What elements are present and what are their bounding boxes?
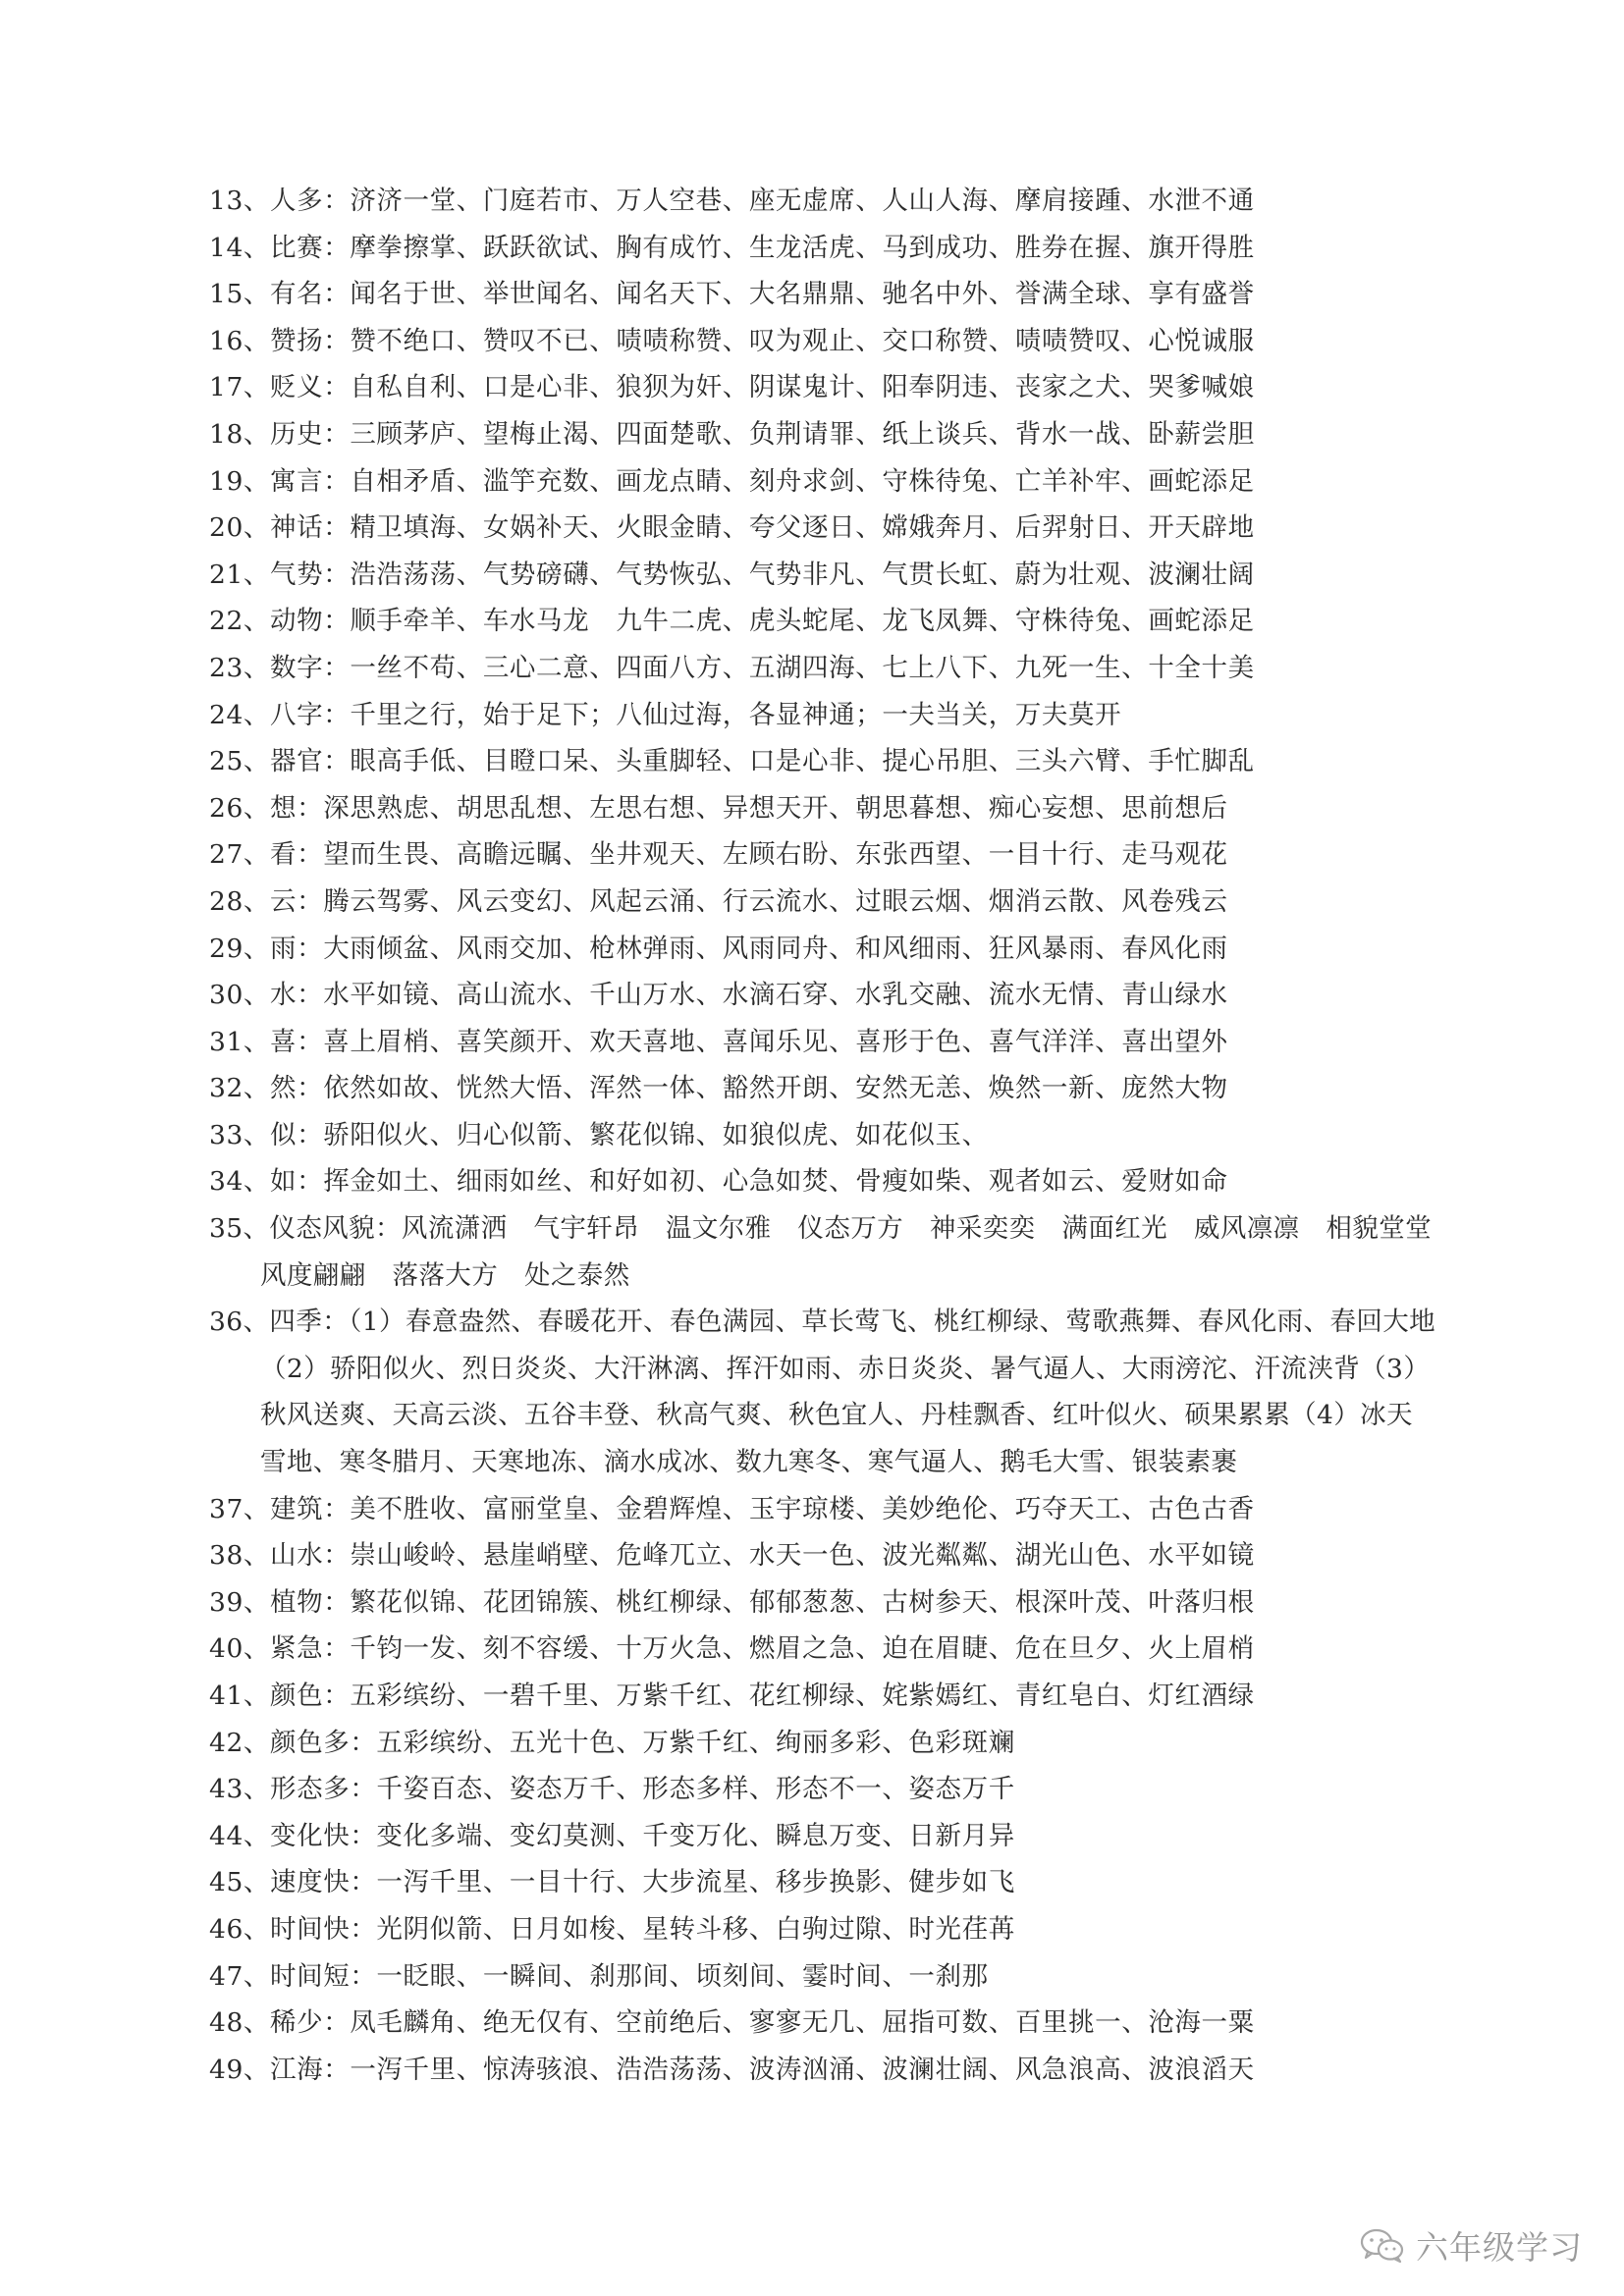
list-item bbox=[209, 225, 1436, 272]
list-item bbox=[209, 1673, 1436, 1720]
idiom-list bbox=[209, 178, 1462, 2093]
item-text: 历史：三顾茅庐、望梅止渴、四面楚歌、负荆请罪、纸上谈兵、背水一战、卧薪尝胆 bbox=[270, 418, 1255, 450]
item-text: 赞扬：赞不绝口、赞叹不已、啧啧称赞、叹为观止、交口称赞、啧啧赞叹、心悦诚服 bbox=[270, 325, 1255, 356]
item-text: 水：水平如镜、高山流水、千山万水、水滴石穿、水乳交融、流水无情、青山绿水 bbox=[270, 980, 1228, 1011]
item-number: 49、 bbox=[209, 2054, 271, 2085]
item-number: 45、 bbox=[209, 1867, 271, 1898]
list-item bbox=[209, 178, 1436, 225]
item-number: 23、 bbox=[209, 652, 271, 683]
item-number: 46、 bbox=[209, 1913, 271, 1945]
item-text: 动物：顺手牵羊、车水马龙 九牛二虎、虎头蛇尾、龙飞凤舞、守株待兔、画蛇添足 bbox=[270, 606, 1255, 637]
list-item bbox=[209, 1019, 1436, 1066]
list-item bbox=[209, 2000, 1436, 2047]
item-text: 速度快：一泻千里、一目十行、大步流星、移步换影、健步如飞 bbox=[270, 1867, 1015, 1898]
item-number: 38、 bbox=[209, 1540, 271, 1572]
item-number: 13、 bbox=[209, 186, 271, 216]
list-item bbox=[209, 692, 1436, 739]
item-number: 35、 bbox=[209, 1213, 270, 1245]
item-number: 43、 bbox=[209, 1774, 271, 1805]
item-number: 42、 bbox=[209, 1727, 271, 1758]
list-item bbox=[209, 1065, 1436, 1112]
item-number: 40、 bbox=[209, 1633, 271, 1665]
item-number: 26、 bbox=[209, 792, 271, 824]
list-item bbox=[209, 1953, 1436, 2001]
list-item bbox=[209, 1532, 1436, 1579]
list-item bbox=[209, 1626, 1436, 1673]
item-text: 山水：崇山峻岭、悬崖峭壁、危峰兀立、水天一色、波光粼粼、湖光山色、水平如镜 bbox=[270, 1540, 1255, 1572]
list-item bbox=[209, 879, 1436, 926]
item-number: 15、 bbox=[209, 279, 271, 310]
item-number: 44、 bbox=[209, 1820, 271, 1851]
item-number: 39、 bbox=[209, 1586, 271, 1618]
list-item bbox=[209, 645, 1436, 692]
item-text: 寓言：自相矛盾、滥竽充数、画龙点睛、刻舟求剑、守株待兔、亡羊补牢、画蛇添足 bbox=[270, 465, 1255, 497]
list-item bbox=[209, 458, 1436, 506]
item-text: 器官：眼高手低、目瞪口呆、头重脚轻、口是心非、提心吊胆、三头六臂、手忙脚乱 bbox=[270, 746, 1255, 777]
item-text: 似：骄阳似火、归心似箭、繁花似锦、如狼似虎、如花似玉、 bbox=[270, 1119, 989, 1150]
item-number: 21、 bbox=[209, 559, 271, 590]
list-item bbox=[209, 738, 1436, 785]
item-number: 17、 bbox=[209, 372, 271, 403]
wechat-icon bbox=[1359, 2226, 1406, 2266]
item-number: 16、 bbox=[209, 325, 271, 356]
list-item bbox=[209, 411, 1436, 458]
item-text: 江海：一泻千里、惊涛骇浪、浩浩荡荡、波涛汹涌、波澜壮阔、风急浪高、波浪滔天 bbox=[270, 2054, 1255, 2085]
list-item bbox=[209, 972, 1436, 1019]
list-item bbox=[209, 552, 1436, 599]
watermark-text: 六年级学习 bbox=[1416, 2228, 1583, 2267]
item-number: 25、 bbox=[209, 746, 271, 777]
list-item bbox=[209, 271, 1436, 318]
list-item bbox=[209, 2047, 1436, 2094]
item-number: 19、 bbox=[209, 465, 271, 497]
item-text: 神话：精卫填海、女娲补天、火眼金睛、夸父逐日、嫦娥奔月、后羿射日、开天辟地 bbox=[270, 512, 1255, 544]
item-text: 形态多：千姿百态、姿态万千、形态多样、形态不一、姿态万千 bbox=[270, 1774, 1015, 1805]
item-text: 时间快：光阴似箭、日月如梭、星转斗移、白驹过隙、时光荏苒 bbox=[270, 1913, 1015, 1945]
item-text: 贬义：自私自利、口是心非、狼狈为奸、阴谋鬼计、阳奉阴违、丧家之犬、哭爹喊娘 bbox=[270, 372, 1255, 403]
item-number: 28、 bbox=[209, 885, 271, 917]
item-number: 20、 bbox=[209, 512, 271, 544]
item-text: 有名：闻名于世、举世闻名、闻名天下、大名鼎鼎、驰名中外、誉满全球、享有盛誉 bbox=[270, 279, 1255, 310]
item-text: 四季：（1）春意盎然、春暖花开、春色满园、草长莺飞、桃红柳绿、莺歌燕舞、春风化雨、春回大地 （2）骄阳似火、烈日炎炎、大汗淋漓、挥汗如雨、赤日炎炎、暑气逼人、大雨滂沱、汗流浃背（3）秋风送爽、天高云淡、五谷丰登、秋高气爽、秋色宜人、丹桂飘香、红叶似火、硕果累累（4）冰天雪地、寒冬腊月、天寒地冻、滴水成冰、数九寒冬、寒气逼人、鹅毛大雪、银装素裹 bbox=[260, 1307, 1462, 1478]
item-number: 48、 bbox=[209, 2007, 271, 2039]
item-text: 喜：喜上眉梢、喜笑颜开、欢天喜地、喜闻乐见、喜形于色、喜气洋洋、喜出望外 bbox=[270, 1026, 1228, 1057]
item-text: 颜色多：五彩缤纷、五光十色、万紫千红、绚丽多彩、色彩斑斓 bbox=[270, 1727, 1015, 1758]
list-item bbox=[209, 364, 1436, 411]
item-text: 稀少：凤毛麟角、绝无仅有、空前绝后、寥寥无几、屈指可数、百里挑一、沧海一粟 bbox=[270, 2007, 1255, 2039]
item-text: 比赛：摩拳擦掌、跃跃欲试、胸有成竹、生龙活虎、马到成功、胜券在握、旗开得胜 bbox=[270, 232, 1255, 263]
list-item bbox=[209, 1720, 1436, 1767]
list-item bbox=[209, 1112, 1436, 1159]
item-number: 47、 bbox=[209, 1960, 271, 1992]
item-number: 34、 bbox=[209, 1166, 271, 1198]
item-number: 31、 bbox=[209, 1026, 271, 1057]
item-text: 想：深思熟虑、胡思乱想、左思右想、异想天开、朝思暮想、痴心妄想、思前想后 bbox=[270, 792, 1228, 824]
list-item bbox=[209, 318, 1436, 365]
list-item bbox=[209, 1299, 1462, 1485]
item-text: 仪态风貌：风流潇洒 气宇轩昂 温文尔雅 仪态万方 神采奕奕 满面红光 威风凛凛 相貌堂堂 风度翩翩 落落大方 处之泰然 bbox=[260, 1213, 1433, 1291]
item-text: 云：腾云驾雾、风云变幻、风起云涌、行云流水、过眼云烟、烟消云散、风卷残云 bbox=[270, 885, 1228, 917]
item-number: 41、 bbox=[209, 1681, 271, 1711]
item-number: 14、 bbox=[209, 232, 271, 263]
item-text: 颜色：五彩缤纷、一碧千里、万紫千红、花红柳绿、姹紫嫣红、青红皂白、灯红酒绿 bbox=[270, 1681, 1255, 1711]
item-text: 变化快：变化多端、变幻莫测、千变万化、瞬息万变、日新月异 bbox=[270, 1820, 1015, 1851]
list-item bbox=[209, 831, 1436, 879]
item-text: 时间短：一眨眼、一瞬间、刹那间、顷刻间、霎时间、一刹那 bbox=[270, 1960, 989, 1992]
item-text: 然：依然如故、恍然大悟、浑然一体、豁然开朗、安然无恙、焕然一新、庞然大物 bbox=[270, 1073, 1228, 1104]
item-text: 气势：浩浩荡荡、气势磅礴、气势恢弘、气势非凡、气贯长虹、蔚为壮观、波澜壮阔 bbox=[270, 559, 1255, 590]
item-number: 29、 bbox=[209, 933, 271, 964]
item-text: 植物：繁花似锦、花团锦簇、桃红柳绿、郁郁葱葱、古树参天、根深叶茂、叶落归根 bbox=[270, 1586, 1255, 1618]
watermark bbox=[1359, 2222, 1583, 2269]
list-item bbox=[209, 1579, 1436, 1627]
item-number: 37、 bbox=[209, 1493, 271, 1524]
item-number: 32、 bbox=[209, 1073, 271, 1104]
list-item bbox=[209, 926, 1436, 973]
item-text: 雨：大雨倾盆、风雨交加、枪林弹雨、风雨同舟、和风细雨、狂风暴雨、春风化雨 bbox=[270, 933, 1228, 964]
item-text: 看：望而生畏、高瞻远瞩、坐井观天、左顾右盼、东张西望、一目十行、走马观花 bbox=[270, 839, 1228, 871]
item-text: 紧急：千钧一发、刻不容缓、十万火急、燃眉之急、迫在眉睫、危在旦夕、火上眉梢 bbox=[270, 1633, 1255, 1665]
item-text: 建筑：美不胜收、富丽堂皇、金碧辉煌、玉宇琼楼、美妙绝伦、巧夺天工、古色古香 bbox=[270, 1493, 1255, 1524]
list-item bbox=[209, 598, 1436, 645]
item-number: 36、 bbox=[209, 1307, 270, 1338]
item-number: 30、 bbox=[209, 980, 271, 1011]
item-number: 24、 bbox=[209, 699, 271, 730]
list-item bbox=[209, 1486, 1436, 1533]
item-text: 数字：一丝不苟、三心二意、四面八方、五湖四海、七上八下、九死一生、十全十美 bbox=[270, 652, 1255, 683]
list-item bbox=[209, 785, 1436, 832]
item-number: 18、 bbox=[209, 418, 271, 450]
list-item bbox=[209, 1859, 1436, 1906]
list-item bbox=[209, 505, 1436, 552]
list-item bbox=[209, 1158, 1436, 1205]
item-text: 人多：济济一堂、门庭若市、万人空巷、座无虚席、人山人海、摩肩接踵、水泄不通 bbox=[270, 186, 1255, 216]
item-text: 如：挥金如土、细雨如丝、和好如初、心急如焚、骨瘦如柴、观者如云、爱财如命 bbox=[270, 1166, 1228, 1198]
item-number: 33、 bbox=[209, 1119, 271, 1150]
item-text: 八字：千里之行，始于足下；八仙过海，各显神通；一夫当关，万夫莫开 bbox=[270, 699, 1122, 730]
list-item bbox=[209, 1766, 1436, 1813]
list-item bbox=[209, 1205, 1436, 1299]
list-item bbox=[209, 1906, 1436, 1953]
list-item bbox=[209, 1813, 1436, 1860]
item-number: 22、 bbox=[209, 606, 271, 637]
item-number: 27、 bbox=[209, 839, 271, 871]
